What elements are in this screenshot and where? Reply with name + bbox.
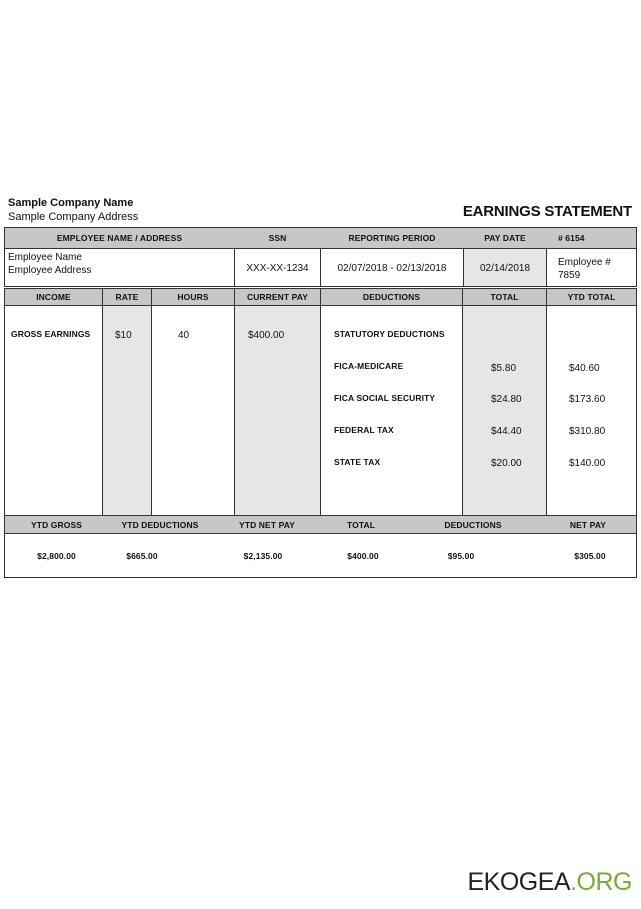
summary-col-ytd-deductions: YTD DEDUCTIONS — [121, 520, 199, 530]
summary-col-ytd-net-pay: YTD NET PAY — [239, 520, 295, 530]
divider — [462, 289, 463, 515]
divider — [320, 289, 321, 515]
summary-col-net-pay: NET PAY — [569, 520, 607, 530]
summary-ytd-gross: $2,800.00 — [37, 551, 76, 561]
summary-col-total: TOTAL — [346, 520, 376, 530]
deduction-ytd: $310.80 — [569, 426, 606, 437]
deduction-total: $24.80 — [491, 394, 522, 405]
header-employee-name-address: EMPLOYEE NAME / ADDRESS — [56, 233, 183, 243]
deduction-ytd: $140.00 — [569, 458, 606, 469]
col-deductions: DEDUCTIONS — [362, 292, 421, 302]
deduction-label: FICA-MEDICARE — [334, 361, 404, 371]
watermark-part1: EKOGEA — [467, 868, 571, 896]
total-column-shade — [463, 306, 546, 515]
pay-date-value: 02/14/2018 — [479, 263, 531, 274]
income-label: GROSS EARNINGS — [11, 329, 91, 339]
col-total: TOTAL — [490, 292, 519, 302]
reporting-period-value: 02/07/2018 - 02/13/2018 — [337, 263, 447, 274]
summary-net-pay: $305.00 — [574, 551, 606, 561]
statement-title: EARNINGS STATEMENT — [462, 203, 632, 220]
employee-number-label: Employee # — [558, 257, 611, 268]
employee-address: Employee Address — [8, 265, 92, 276]
check-number: # 6154 — [558, 233, 585, 243]
summary-total: $400.00 — [347, 551, 379, 561]
col-rate: RATE — [115, 292, 139, 302]
summary-ytd-net-pay: $2,135.00 — [243, 551, 283, 561]
col-current-pay: CURRENT PAY — [246, 292, 309, 302]
hours-value: 40 — [178, 330, 190, 341]
col-hours: HOURS — [177, 292, 209, 302]
divider — [234, 289, 235, 515]
employee-name: Employee Name — [8, 252, 82, 263]
deduction-total: $20.00 — [491, 458, 522, 469]
company-address: Sample Company Address — [8, 211, 139, 223]
deduction-total: $5.80 — [491, 363, 517, 374]
watermark-logo — [468, 868, 633, 897]
divider — [546, 248, 547, 287]
summary-col-ytd-gross: YTD GROSS — [31, 520, 82, 530]
summary-ytd-deductions: $665.00 — [126, 551, 158, 561]
watermark-part2: .ORG — [570, 868, 632, 896]
col-ytd-total: YTD TOTAL — [567, 292, 616, 302]
employee-number-value: 7859 — [558, 270, 581, 281]
deduction-label: STATE TAX — [334, 457, 381, 467]
ssn-value: XXX-XX-1234 — [246, 263, 309, 274]
header-reporting-period: REPORTING PERIOD — [348, 233, 436, 243]
deduction-label: FICA SOCIAL SECURITY — [334, 393, 436, 403]
deduction-label: FEDERAL TAX — [334, 425, 394, 435]
header-pay-date: PAY DATE — [484, 233, 526, 243]
deduction-label: STATUTORY DEDUCTIONS — [334, 329, 445, 339]
deduction-ytd: $40.60 — [569, 363, 600, 374]
current-pay-value: $400.00 — [248, 330, 285, 341]
deduction-total: $44.40 — [491, 426, 522, 437]
divider — [5, 533, 636, 534]
summary-col-deductions: DEDUCTIONS — [444, 520, 502, 530]
header-ssn: SSN — [268, 233, 287, 243]
deduction-ytd: $173.60 — [569, 394, 606, 405]
divider — [102, 289, 103, 515]
summary-deductions: $95.00 — [447, 551, 475, 561]
rate-value: $10 — [115, 330, 132, 341]
col-income: INCOME — [36, 292, 71, 302]
company-name: Sample Company Name — [8, 197, 134, 209]
divider — [546, 289, 547, 515]
divider — [151, 289, 152, 515]
